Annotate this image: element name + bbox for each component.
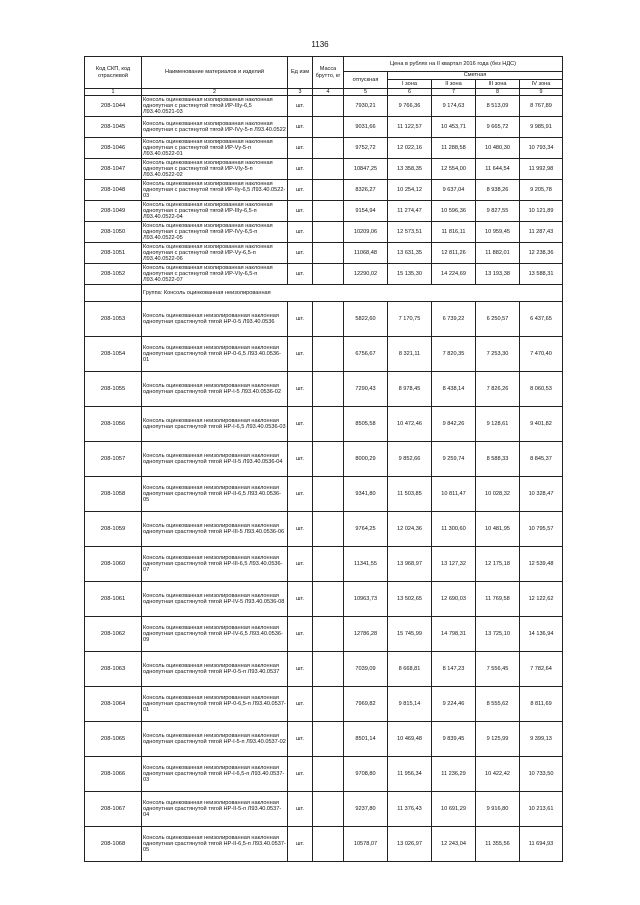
- price-table: [84, 56, 563, 862]
- price-zone-1: 8 668,81: [388, 652, 432, 687]
- item-mass: [313, 222, 344, 243]
- item-mass: [313, 827, 344, 862]
- item-name: Консоль оцинкованная неизолированная наклонная однопутная срастянутой тягой НР-II-5 Л93.40.0536-04: [142, 442, 288, 477]
- item-unit: шт.: [288, 722, 313, 757]
- item-name: Консоль оцинкованная неизолированная наклонная однопутная срастянутой тягой НР-0-6,5-п Л93.40.0537-01: [142, 687, 288, 722]
- price-zone-3: 7 556,45: [476, 652, 520, 687]
- price-zone-3: 9 125,99: [476, 722, 520, 757]
- price-zone-3: 12 175,18: [476, 547, 520, 582]
- col-number: 4: [313, 89, 344, 96]
- price-release: 5822,60: [344, 302, 388, 337]
- price-release: 11068,48: [344, 243, 388, 264]
- item-mass: [313, 117, 344, 138]
- table-row: [85, 512, 563, 547]
- item-code: 208-1048: [85, 180, 142, 201]
- table-row: [85, 180, 563, 201]
- price-zone-2: 13 127,32: [432, 547, 476, 582]
- price-release: 9341,80: [344, 477, 388, 512]
- price-zone-2: 8 438,14: [432, 372, 476, 407]
- table-row: [85, 722, 563, 757]
- table-row: [85, 243, 563, 264]
- price-release: 7969,82: [344, 687, 388, 722]
- group-row: [85, 285, 563, 302]
- price-release: 12786,28: [344, 617, 388, 652]
- item-unit: шт.: [288, 757, 313, 792]
- item-name: Консоль оцинкованная изолированная наклонная однопутная с растянутой тягой ИР-IIу-6,5 Л93.40.0522-03: [142, 180, 288, 201]
- item-name: Консоль оцинкованная изолированная наклонная однопутная с растянутой тягой ИР-IIIу-6,5 Л93.40.0521-03: [142, 96, 288, 117]
- item-name: Консоль оцинкованная изолированная наклонная однопутная с растянутой тягой ИР-IVу-6,5-п Л93.40.0522-05: [142, 222, 288, 243]
- item-mass: [313, 159, 344, 180]
- price-zone-2: 11 816,11: [432, 222, 476, 243]
- price-zone-4: 10 795,57: [520, 512, 563, 547]
- price-zone-4: 9 205,78: [520, 180, 563, 201]
- item-mass: [313, 201, 344, 222]
- item-code: 208-1063: [85, 652, 142, 687]
- item-unit: шт.: [288, 477, 313, 512]
- price-zone-2: 11 300,60: [432, 512, 476, 547]
- table-row: [85, 652, 563, 687]
- item-name: Консоль оцинкованная неизолированная наклонная однопутная срастянутой тягой НР-0-5 Л93.40.0536: [142, 302, 288, 337]
- price-zone-3: 8 588,33: [476, 442, 520, 477]
- group-label: Группа: Консоль оцинкованная неизолированная: [142, 285, 563, 302]
- price-release: 9708,80: [344, 757, 388, 792]
- price-zone-1: 11 376,43: [388, 792, 432, 827]
- price-zone-4: 12 238,36: [520, 243, 563, 264]
- item-name: Консоль оцинкованная неизолированная наклонная однопутная срастянутой тягой НР-I-5-п Л93.40.0537-02: [142, 722, 288, 757]
- item-mass: [313, 582, 344, 617]
- col-number: 7: [432, 89, 476, 96]
- col-number: 9: [520, 89, 563, 96]
- price-zone-3: 9 827,55: [476, 201, 520, 222]
- price-zone-1: 10 469,48: [388, 722, 432, 757]
- item-code: 208-1066: [85, 757, 142, 792]
- price-zone-1: 15 745,99: [388, 617, 432, 652]
- price-zone-4: 7 782,64: [520, 652, 563, 687]
- item-code: 208-1058: [85, 477, 142, 512]
- item-code: 208-1044: [85, 96, 142, 117]
- price-release: 7290,43: [344, 372, 388, 407]
- item-code: 208-1056: [85, 407, 142, 442]
- price-release: 8501,14: [344, 722, 388, 757]
- item-name: Консоль оцинкованная изолированная наклонная однопутная с растянутой тягой ИР-VIу-5-п Л93.40.0522-02: [142, 159, 288, 180]
- item-unit: шт.: [288, 442, 313, 477]
- price-zone-3: 11 769,58: [476, 582, 520, 617]
- item-unit: шт.: [288, 687, 313, 722]
- table-row: [85, 264, 563, 285]
- price-zone-4: 8 767,89: [520, 96, 563, 117]
- item-code: 208-1053: [85, 302, 142, 337]
- price-release: 7930,21: [344, 96, 388, 117]
- item-name: Консоль оцинкованная изолированная наклонная однопутная с растянутой тягой ИР-Vу-6,5-п Л93.40.0522-06: [142, 243, 288, 264]
- price-release: 10578,07: [344, 827, 388, 862]
- item-mass: [313, 264, 344, 285]
- item-code: 208-1049: [85, 201, 142, 222]
- price-zone-3: 8 938,26: [476, 180, 520, 201]
- header-zone-3: III зона: [476, 80, 520, 89]
- price-zone-3: 10 481,95: [476, 512, 520, 547]
- item-mass: [313, 757, 344, 792]
- item-mass: [313, 243, 344, 264]
- price-zone-2: 9 224,46: [432, 687, 476, 722]
- price-zone-3: 9 128,61: [476, 407, 520, 442]
- price-release: 11341,55: [344, 547, 388, 582]
- item-unit: шт.: [288, 372, 313, 407]
- item-unit: шт.: [288, 792, 313, 827]
- price-zone-3: 10 422,42: [476, 757, 520, 792]
- price-zone-2: 14 798,31: [432, 617, 476, 652]
- item-name: Консоль оцинкованная неизолированная наклонная однопутная срастянутой тягой НР-I-6,5 Л93.40.0536-03: [142, 407, 288, 442]
- item-unit: шт.: [288, 243, 313, 264]
- item-mass: [313, 617, 344, 652]
- price-zone-2: 11 288,58: [432, 138, 476, 159]
- price-zone-2: 12 811,26: [432, 243, 476, 264]
- price-zone-2: 6 739,22: [432, 302, 476, 337]
- table-row: [85, 222, 563, 243]
- item-unit: шт.: [288, 407, 313, 442]
- header-mass: Масса брутто, кг: [313, 57, 344, 89]
- item-code: 208-1055: [85, 372, 142, 407]
- table-row: [85, 617, 563, 652]
- table-row: [85, 687, 563, 722]
- item-mass: [313, 407, 344, 442]
- header-zone-2: II зона: [432, 80, 476, 89]
- item-mass: [313, 547, 344, 582]
- item-name: Консоль оцинкованная изолированная наклонная однопутная с растянутой тягой ИР-VIу-6,5-п Л93.40.0522-07: [142, 264, 288, 285]
- price-zone-4: 9 401,82: [520, 407, 563, 442]
- price-release: 9752,72: [344, 138, 388, 159]
- price-zone-3: 9 665,72: [476, 117, 520, 138]
- price-zone-1: 11 503,85: [388, 477, 432, 512]
- item-unit: шт.: [288, 138, 313, 159]
- col-number: 1: [85, 89, 142, 96]
- column-number-row: [85, 89, 563, 96]
- table-row: [85, 442, 563, 477]
- price-zone-2: 10 596,36: [432, 201, 476, 222]
- price-zone-1: 8 321,11: [388, 337, 432, 372]
- item-name: Консоль оцинкованная изолированная наклонная однопутная с растянутой тягой ИР-Vу-5-п Л93.40.0522-01: [142, 138, 288, 159]
- item-mass: [313, 512, 344, 547]
- item-unit: шт.: [288, 264, 313, 285]
- item-name: Консоль оцинкованная неизолированная наклонная однопутная срастянутой тягой НР-II-6,5-п Л93.40.0537-05: [142, 827, 288, 862]
- price-zone-1: 9 766,36: [388, 96, 432, 117]
- header-code: Код СКП, код отраслевой: [85, 57, 142, 89]
- item-code: 208-1068: [85, 827, 142, 862]
- price-zone-4: 10 793,34: [520, 138, 563, 159]
- item-name: Консоль оцинкованная неизолированная наклонная однопутная срастянутой тягой НР-III-5 Л93.40.0536-06: [142, 512, 288, 547]
- header-zone-4: IV зона: [520, 80, 563, 89]
- price-zone-4: 8 060,53: [520, 372, 563, 407]
- price-zone-1: 15 135,30: [388, 264, 432, 285]
- item-mass: [313, 337, 344, 372]
- price-release: 8326,27: [344, 180, 388, 201]
- price-zone-1: 8 978,45: [388, 372, 432, 407]
- item-code: 208-1061: [85, 582, 142, 617]
- item-unit: шт.: [288, 582, 313, 617]
- price-zone-4: 7 470,40: [520, 337, 563, 372]
- item-code: 208-1057: [85, 442, 142, 477]
- table-row: [85, 757, 563, 792]
- item-mass: [313, 372, 344, 407]
- item-unit: шт.: [288, 512, 313, 547]
- price-zone-3: 7 253,30: [476, 337, 520, 372]
- price-zone-4: 11 694,93: [520, 827, 563, 862]
- table-row: [85, 138, 563, 159]
- table-row: [85, 372, 563, 407]
- price-release: 9154,94: [344, 201, 388, 222]
- price-zone-4: 10 733,50: [520, 757, 563, 792]
- item-mass: [313, 687, 344, 722]
- price-zone-4: 8 845,37: [520, 442, 563, 477]
- header-name: Наименование материалов и изделий: [142, 57, 288, 89]
- item-name: Консоль оцинкованная неизолированная наклонная однопутная срастянутой тягой НР-IV-5 Л93.40.0536-08: [142, 582, 288, 617]
- table-row: [85, 337, 563, 372]
- item-mass: [313, 652, 344, 687]
- price-zone-3: 9 916,80: [476, 792, 520, 827]
- item-name: Консоль оцинкованная неизолированная наклонная однопутная срастянутой тягой НР-II-5-п Л93.40.0537-04: [142, 792, 288, 827]
- price-zone-4: 10 328,47: [520, 477, 563, 512]
- item-unit: шт.: [288, 117, 313, 138]
- price-zone-4: 9 399,13: [520, 722, 563, 757]
- price-release: 12290,02: [344, 264, 388, 285]
- header-unit: Ед изм: [288, 57, 313, 89]
- price-zone-2: 9 637,04: [432, 180, 476, 201]
- price-zone-2: 9 839,45: [432, 722, 476, 757]
- price-zone-1: 9 852,66: [388, 442, 432, 477]
- header-release: отпускная: [344, 72, 388, 89]
- item-code: 208-1050: [85, 222, 142, 243]
- price-zone-3: 8 513,09: [476, 96, 520, 117]
- price-zone-2: 12 554,00: [432, 159, 476, 180]
- price-zone-3: 13 193,38: [476, 264, 520, 285]
- price-zone-4: 12 539,48: [520, 547, 563, 582]
- price-zone-4: 10 213,61: [520, 792, 563, 827]
- item-code: 208-1054: [85, 337, 142, 372]
- price-zone-3: 10 480,30: [476, 138, 520, 159]
- item-name: Консоль оцинкованная неизолированная наклонная однопутная срастянутой тягой НР-0-5-п Л93.40.0537: [142, 652, 288, 687]
- price-zone-4: 11 992,98: [520, 159, 563, 180]
- price-zone-3: 6 250,57: [476, 302, 520, 337]
- price-release: 9031,66: [344, 117, 388, 138]
- price-zone-3: 11 355,56: [476, 827, 520, 862]
- col-number: 6: [388, 89, 432, 96]
- price-release: 8000,29: [344, 442, 388, 477]
- header-zone-1: I зона: [388, 80, 432, 89]
- item-code: 208-1045: [85, 117, 142, 138]
- col-number: 5: [344, 89, 388, 96]
- price-zone-1: 10 472,46: [388, 407, 432, 442]
- price-zone-2: 10 453,71: [432, 117, 476, 138]
- col-number: 8: [476, 89, 520, 96]
- price-zone-1: 13 631,35: [388, 243, 432, 264]
- table-row: [85, 792, 563, 827]
- item-name: Консоль оцинкованная неизолированная наклонная однопутная срастянутой тягой НР-I-5 Л93.40.0536-02: [142, 372, 288, 407]
- price-zone-4: 13 588,31: [520, 264, 563, 285]
- price-zone-1: 13 968,97: [388, 547, 432, 582]
- item-name: Консоль оцинкованная неизолированная наклонная однопутная срастянутой тягой НР-0-6,5 Л93.40.0536-01: [142, 337, 288, 372]
- price-release: 7039,09: [344, 652, 388, 687]
- item-mass: [313, 722, 344, 757]
- item-unit: шт.: [288, 180, 313, 201]
- item-unit: шт.: [288, 302, 313, 337]
- item-name: Консоль оцинкованная неизолированная наклонная однопутная срастянутой тягой НР-IV-6,5 Л93.40.0536-09: [142, 617, 288, 652]
- table-row: [85, 582, 563, 617]
- item-unit: шт.: [288, 617, 313, 652]
- price-zone-2: 9 259,74: [432, 442, 476, 477]
- price-zone-4: 10 121,89: [520, 201, 563, 222]
- col-number: 3: [288, 89, 313, 96]
- table-row: [85, 201, 563, 222]
- price-zone-1: 12 022,16: [388, 138, 432, 159]
- price-zone-2: 10 811,47: [432, 477, 476, 512]
- table-row: [85, 117, 563, 138]
- price-zone-2: 11 236,29: [432, 757, 476, 792]
- item-mass: [313, 792, 344, 827]
- item-code: 208-1059: [85, 512, 142, 547]
- price-zone-3: 7 826,26: [476, 372, 520, 407]
- item-code: 208-1062: [85, 617, 142, 652]
- item-unit: шт.: [288, 547, 313, 582]
- header-price-group: Цена в рублях на II квартал 2016 года (без НДС): [344, 57, 563, 72]
- price-zone-4: 6 437,65: [520, 302, 563, 337]
- price-zone-1: 12 573,51: [388, 222, 432, 243]
- price-zone-4: 14 136,94: [520, 617, 563, 652]
- price-zone-2: 9 174,63: [432, 96, 476, 117]
- item-name: Консоль оцинкованная изолированная наклонная однопутная с растянутой тягой ИР-IIIу-6,5-п Л93.40.0522-04: [142, 201, 288, 222]
- table-row: [85, 827, 563, 862]
- item-name: Консоль оцинкованная изолированная наклонная однопутная с растянутой тягой ИР-IVу-5-п Л93.40.0522: [142, 117, 288, 138]
- price-zone-2: 8 147,23: [432, 652, 476, 687]
- header-estimate: Сметная: [388, 72, 563, 80]
- price-zone-1: 13 358,35: [388, 159, 432, 180]
- price-zone-4: 11 287,43: [520, 222, 563, 243]
- price-zone-2: 10 691,29: [432, 792, 476, 827]
- price-release: 10209,06: [344, 222, 388, 243]
- price-zone-1: 10 254,12: [388, 180, 432, 201]
- item-unit: шт.: [288, 222, 313, 243]
- price-zone-2: 7 820,35: [432, 337, 476, 372]
- price-zone-3: 10 028,32: [476, 477, 520, 512]
- price-zone-2: 9 842,26: [432, 407, 476, 442]
- price-zone-1: 7 170,75: [388, 302, 432, 337]
- price-zone-1: 11 274,47: [388, 201, 432, 222]
- price-zone-3: 13 725,10: [476, 617, 520, 652]
- price-zone-1: 11 122,57: [388, 117, 432, 138]
- item-mass: [313, 138, 344, 159]
- price-zone-1: 9 815,14: [388, 687, 432, 722]
- item-mass: [313, 477, 344, 512]
- item-code: 208-1065: [85, 722, 142, 757]
- item-name: Консоль оцинкованная неизолированная наклонная однопутная срастянутой тягой НР-I-6,5-п Л93.40.0537-03: [142, 757, 288, 792]
- price-zone-4: 9 985,91: [520, 117, 563, 138]
- price-zone-2: 12 690,03: [432, 582, 476, 617]
- page-number: 1136: [311, 40, 329, 49]
- item-code: 208-1060: [85, 547, 142, 582]
- table-row: [85, 302, 563, 337]
- price-zone-3: 11 644,54: [476, 159, 520, 180]
- table-row: [85, 159, 563, 180]
- price-zone-4: 8 811,69: [520, 687, 563, 722]
- price-zone-3: 11 882,01: [476, 243, 520, 264]
- price-zone-3: 8 555,62: [476, 687, 520, 722]
- item-name: Консоль оцинкованная неизолированная наклонная однопутная срастянутой тягой НР-II-6,5 Л93.40.0536-05: [142, 477, 288, 512]
- price-zone-4: 12 122,62: [520, 582, 563, 617]
- table-row: [85, 407, 563, 442]
- item-mass: [313, 302, 344, 337]
- item-unit: шт.: [288, 159, 313, 180]
- price-zone-1: 13 502,65: [388, 582, 432, 617]
- price-release: 6756,67: [344, 337, 388, 372]
- item-code: 208-1051: [85, 243, 142, 264]
- price-release: 9764,25: [344, 512, 388, 547]
- item-code: 208-1046: [85, 138, 142, 159]
- item-code: 208-1064: [85, 687, 142, 722]
- price-release: 9237,80: [344, 792, 388, 827]
- item-unit: шт.: [288, 652, 313, 687]
- price-release: 10963,73: [344, 582, 388, 617]
- price-zone-1: 12 024,36: [388, 512, 432, 547]
- price-zone-3: 10 959,45: [476, 222, 520, 243]
- col-number: 2: [142, 89, 288, 96]
- item-mass: [313, 442, 344, 477]
- item-code: 208-1052: [85, 264, 142, 285]
- price-release: 8505,58: [344, 407, 388, 442]
- table-row: [85, 477, 563, 512]
- item-code: 208-1067: [85, 792, 142, 827]
- item-unit: шт.: [288, 201, 313, 222]
- item-code: 208-1047: [85, 159, 142, 180]
- item-unit: шт.: [288, 96, 313, 117]
- item-mass: [313, 180, 344, 201]
- price-zone-1: 13 026,97: [388, 827, 432, 862]
- item-unit: шт.: [288, 827, 313, 862]
- table-row: [85, 547, 563, 582]
- table-row: [85, 96, 563, 117]
- item-name: Консоль оцинкованная неизолированная наклонная однопутная срастянутой тягой НР-III-6,5 Л93.40.0536-07: [142, 547, 288, 582]
- price-zone-1: 11 956,34: [388, 757, 432, 792]
- item-unit: шт.: [288, 337, 313, 372]
- item-mass: [313, 96, 344, 117]
- price-zone-2: 12 243,04: [432, 827, 476, 862]
- price-release: 10847,25: [344, 159, 388, 180]
- price-zone-2: 14 224,69: [432, 264, 476, 285]
